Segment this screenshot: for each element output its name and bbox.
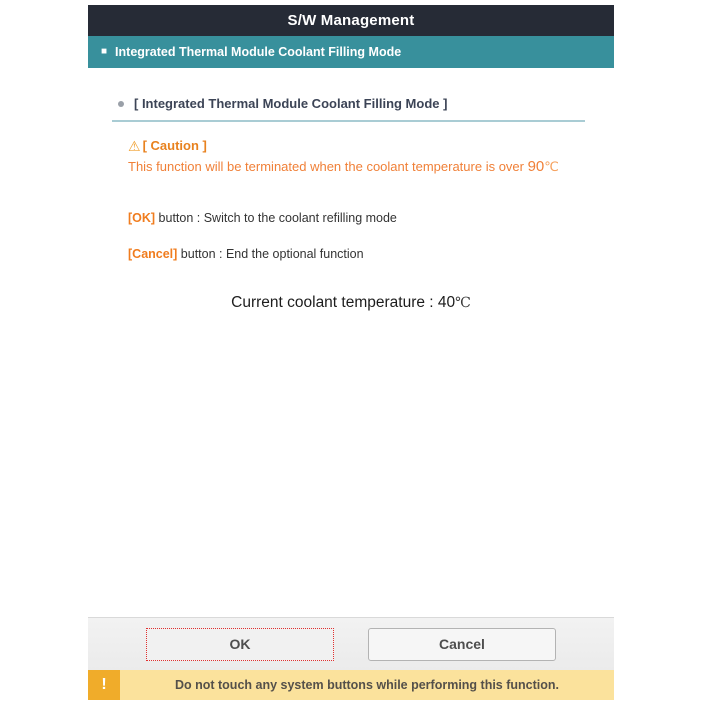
caution-block	[128, 138, 594, 175]
button-strip	[88, 617, 614, 670]
ok-instruction-text: button : Switch to the coolant refilling mode	[155, 211, 397, 225]
caution-heading-label: [ Caution ]	[142, 138, 207, 153]
current-temperature-label: Current coolant temperature :	[231, 294, 438, 311]
warning-triangle-icon: ⚠	[128, 137, 141, 154]
exclamation-icon: !	[88, 670, 120, 700]
system-warning-bar	[88, 670, 614, 700]
current-temperature-unit: ℃	[455, 295, 471, 311]
circle-bullet-icon	[118, 101, 124, 107]
current-temperature-value: 40	[437, 294, 456, 311]
caution-temp-unit: ℃	[544, 159, 559, 174]
current-temperature-readout	[88, 294, 614, 312]
caution-temp-value: 90	[527, 158, 545, 175]
cancel-instruction-line	[128, 247, 614, 261]
page-title: S/W Management	[287, 12, 415, 29]
sw-management-panel	[88, 5, 614, 700]
cancel-key-label: [Cancel]	[128, 247, 178, 261]
section-title: [ Integrated Thermal Module Coolant Filling Mode ]	[134, 96, 448, 111]
ok-key-label: [OK]	[128, 211, 156, 225]
ok-instruction-line	[128, 211, 614, 225]
content-area	[88, 68, 614, 617]
caution-message	[128, 158, 594, 175]
caution-message-text: This function will be terminated when the coolant temperature is over	[128, 159, 528, 174]
function-breadcrumb-label: Integrated Thermal Module Coolant Filling Mode	[115, 45, 402, 59]
system-warning-message: Do not touch any system buttons while performing this function.	[120, 670, 614, 700]
section-heading-row	[112, 96, 585, 122]
window-titlebar	[88, 5, 614, 36]
function-breadcrumb-bar	[88, 36, 614, 68]
ok-button[interactable]: OK	[146, 628, 334, 661]
square-bullet-icon: ■	[101, 46, 108, 57]
caution-heading	[128, 138, 594, 153]
cancel-instruction-text: button : End the optional function	[177, 247, 364, 261]
cancel-button[interactable]: Cancel	[368, 628, 556, 661]
